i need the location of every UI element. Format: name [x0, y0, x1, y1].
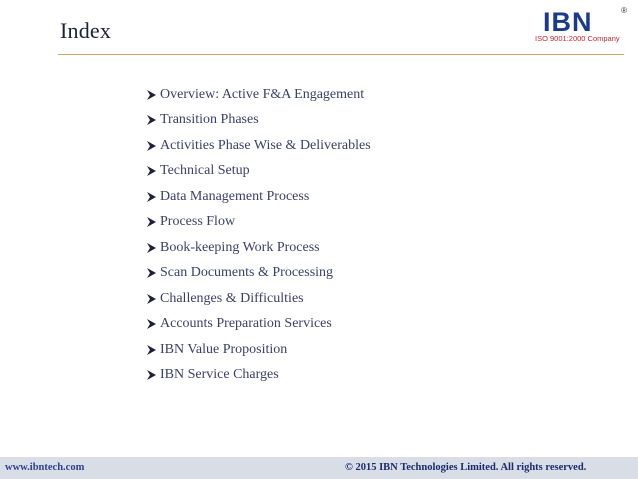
index-item: [146, 235, 371, 261]
arrow-bullet-icon: [146, 318, 157, 330]
index-item: [146, 108, 371, 134]
arrow-bullet-icon: [146, 267, 157, 279]
arrow-bullet-icon: [146, 369, 157, 381]
footer-bar: [0, 457, 638, 479]
index-item-label: Transition Phases: [160, 112, 259, 128]
footer-copyright: © 2015 IBN Technologies Limited. All rights reserved.: [345, 462, 587, 473]
index-list: [146, 82, 371, 388]
index-item-label: Technical Setup: [160, 163, 250, 179]
title-divider: [58, 54, 624, 55]
arrow-bullet-icon: [146, 89, 157, 101]
index-item: [146, 82, 371, 108]
index-item: [146, 184, 371, 210]
index-item: [146, 337, 371, 363]
index-item-label: Accounts Preparation Services: [160, 316, 332, 332]
arrow-bullet-icon: [146, 344, 157, 356]
index-item-label: Book-keeping Work Process: [160, 239, 320, 255]
arrow-bullet-icon: [146, 114, 157, 126]
index-item-label: Overview: Active F&A Engagement: [160, 86, 365, 102]
index-item: [146, 261, 371, 287]
registered-mark: ®: [621, 6, 627, 15]
index-item-label: IBN Service Charges: [160, 367, 279, 383]
index-item-label: Activities Phase Wise & Deliverables: [160, 137, 371, 153]
index-item: [146, 312, 371, 338]
footer-website[interactable]: www.ibntech.com: [5, 462, 85, 473]
index-item-label: Data Management Process: [160, 188, 310, 204]
arrow-bullet-icon: [146, 140, 157, 152]
page-title: Index: [60, 18, 112, 43]
index-item-label: Challenges & Difficulties: [160, 290, 304, 306]
index-item: [146, 159, 371, 185]
logo-text: IBN: [543, 7, 593, 37]
logo-subtitle: ISO 9001:2000 Company: [535, 34, 620, 43]
index-item: [146, 133, 371, 159]
arrow-bullet-icon: [146, 242, 157, 254]
index-item-label: IBN Value Proposition: [160, 341, 288, 357]
arrow-bullet-icon: [146, 165, 157, 177]
arrow-bullet-icon: [146, 293, 157, 305]
arrow-bullet-icon: [146, 216, 157, 228]
company-logo: [535, 6, 627, 44]
index-item: [146, 210, 371, 236]
index-item: [146, 286, 371, 312]
index-item-label: Process Flow: [160, 214, 236, 230]
index-item: [146, 363, 371, 389]
arrow-bullet-icon: [146, 191, 157, 203]
index-item-label: Scan Documents & Processing: [160, 265, 334, 281]
